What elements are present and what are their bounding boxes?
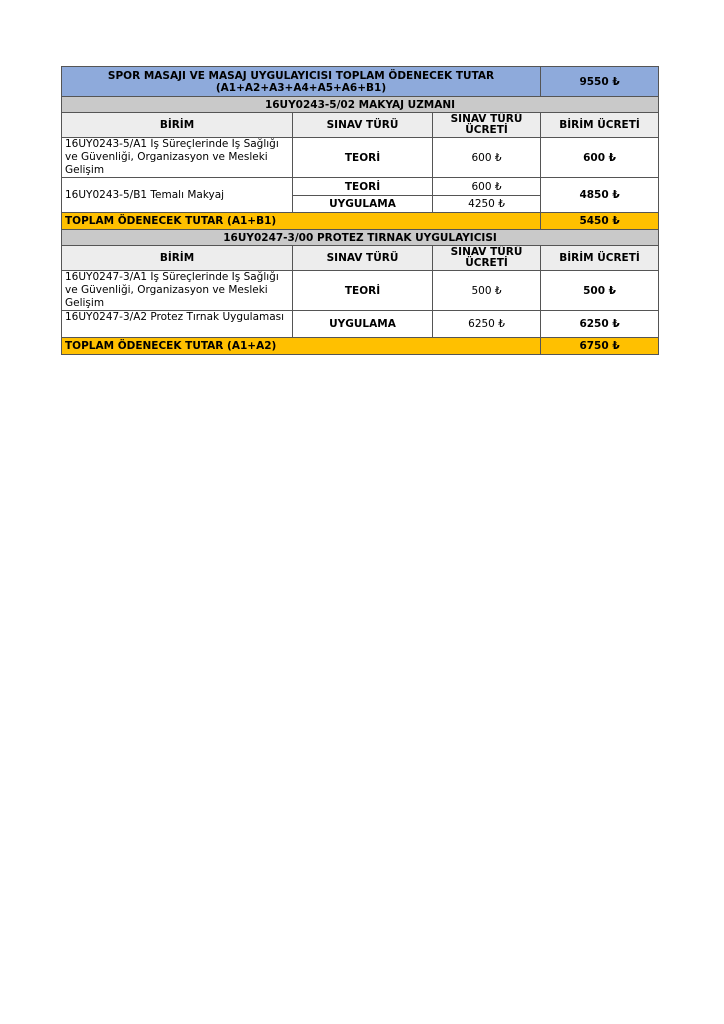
total-label: TOPLAM ÖDENECEK TUTAR (A1+B1) [62, 213, 541, 230]
table-header-row [62, 113, 659, 138]
table-row [62, 311, 659, 338]
exam-type: TEORİ [293, 178, 433, 196]
summary-amount: 9550 ₺ [541, 67, 659, 97]
unit-fee: 600 ₺ [541, 138, 659, 178]
fee-table [61, 66, 659, 355]
header-unit: BİRİM [62, 246, 293, 271]
summary-title-line1: SPOR MASAJI VE MASAJ UYGULAYICISI TOPLAM ÖDENECEK TUTAR [107, 69, 495, 82]
section-title-row [62, 97, 659, 113]
section-title: 16UY0243-5/02 MAKYAJ UZMANI [62, 97, 659, 113]
section-title: 16UY0247-3/00 PROTEZ TIRNAK UYGULAYICISI [62, 230, 659, 246]
header-exam-type: SINAV TÜRÜ [293, 246, 433, 271]
section-title-row [62, 230, 659, 246]
table-row [62, 178, 659, 196]
exam-fee: 600 ₺ [433, 178, 541, 196]
exam-fee: 4250 ₺ [433, 196, 541, 213]
exam-type: TEORİ [293, 271, 433, 311]
exam-type: TEORİ [293, 138, 433, 178]
exam-fee: 6250 ₺ [433, 311, 541, 338]
exam-fee: 600 ₺ [433, 138, 541, 178]
unit-fee: 6250 ₺ [541, 311, 659, 338]
unit-name: 16UY0243-5/A1 İş Süreçlerinde İş Sağlığı ve Güvenliği, Organizasyon ve Mesleki Gelişim [62, 138, 293, 178]
table-row [62, 271, 659, 311]
exam-fee: 500 ₺ [433, 271, 541, 311]
total-row [62, 338, 659, 355]
total-row [62, 213, 659, 230]
header-exam-type: SINAV TÜRÜ [293, 113, 433, 138]
exam-type: UYGULAMA [293, 196, 433, 213]
total-amount: 6750 ₺ [541, 338, 659, 355]
unit-fee: 4850 ₺ [541, 178, 659, 213]
unit-name: 16UY0247-3/A2 Protez Tırnak Uygulaması [62, 311, 293, 338]
total-amount: 5450 ₺ [541, 213, 659, 230]
table-header-row [62, 246, 659, 271]
header-exam-fee: SINAV TÜRÜ ÜCRETİ [433, 246, 541, 271]
unit-fee: 500 ₺ [541, 271, 659, 311]
total-label: TOPLAM ÖDENECEK TUTAR (A1+A2) [62, 338, 541, 355]
summary-title-line2: (A1+A2+A3+A4+A5+A6+B1) [215, 81, 387, 94]
exam-type: UYGULAMA [293, 311, 433, 338]
header-exam-fee: SINAV TÜRÜ ÜCRETİ [433, 113, 541, 138]
unit-name: 16UY0247-3/A1 İş Süreçlerinde İş Sağlığı ve Güvenliği, Organizasyon ve Mesleki Gelişim [62, 271, 293, 311]
header-unit-fee: BİRİM ÜCRETİ [541, 246, 659, 271]
summary-title [62, 67, 541, 97]
unit-name: 16UY0243-5/B1 Temalı Makyaj [62, 178, 293, 213]
summary-row [62, 67, 659, 97]
header-unit: BİRİM [62, 113, 293, 138]
header-unit-fee: BİRİM ÜCRETİ [541, 113, 659, 138]
table-row [62, 138, 659, 178]
